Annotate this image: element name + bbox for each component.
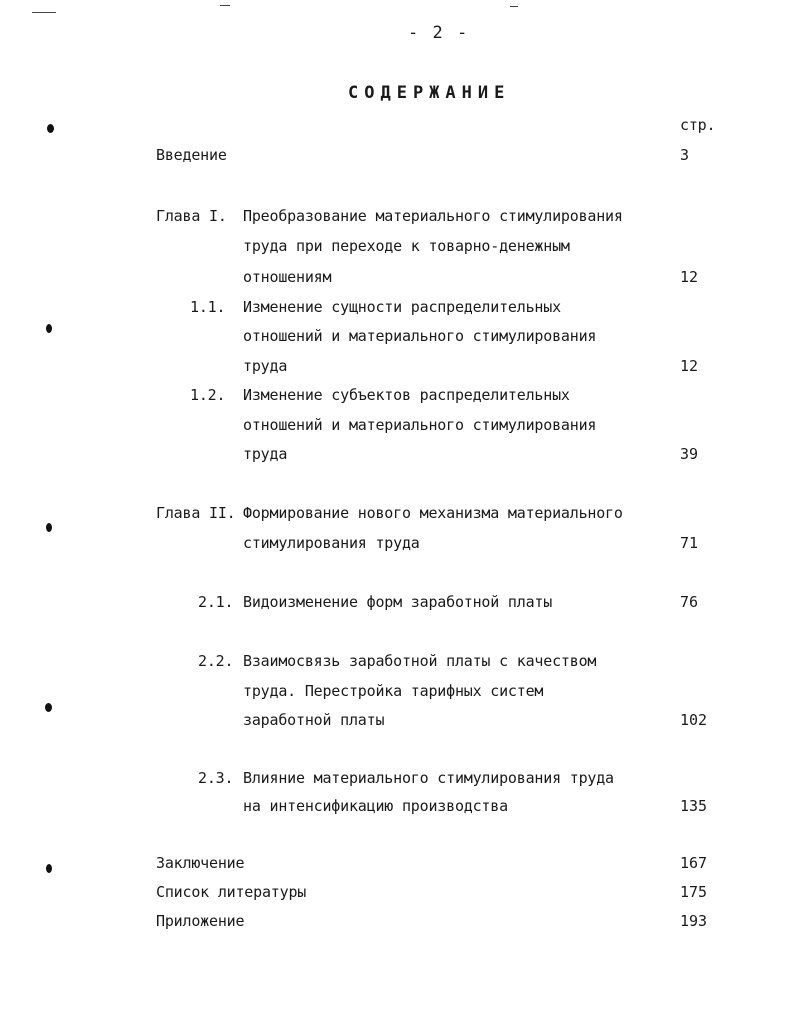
toc-chapter-2-label: Глава II.	[156, 504, 236, 522]
toc-section-1-2-line: Изменение субъектов распределительных	[243, 386, 570, 404]
toc-chapter-1-line: труда при переходе к товарно-денежным	[243, 237, 570, 255]
toc-section-1-1-line: отношений и материального стимулирования	[243, 327, 597, 345]
toc-chapter-1-page: 12	[680, 268, 699, 286]
toc-chapter-1-label: Глава I.	[156, 207, 227, 225]
toc-section-1-1-line: труда	[243, 357, 288, 375]
binder-hole-mark	[46, 523, 52, 532]
toc-entry-appendix-title: Приложение	[156, 912, 245, 930]
toc-section-1-1-line: Изменение сущности распределительных	[243, 298, 561, 316]
toc-chapter-2-line: Формирование нового механизма материального	[243, 504, 623, 522]
toc-section-2-2-line: труда. Перестройка тарифных систем	[243, 682, 544, 700]
toc-section-2-1-line: Видоизменение форм заработной платы	[243, 593, 553, 611]
toc-section-1-1-label: 1.1.	[190, 298, 226, 316]
toc-section-2-2-line: заработной платы	[243, 711, 385, 729]
page-column-label: стр.	[680, 116, 716, 134]
toc-section-1-2-label: 1.2.	[190, 386, 226, 404]
toc-section-2-1-page: 76	[680, 593, 699, 611]
toc-entry-intro-page: 3	[680, 146, 690, 164]
scan-mark	[32, 12, 56, 13]
binder-hole-mark	[45, 703, 52, 712]
toc-entry-appendix-page: 193	[680, 912, 708, 930]
toc-entry-conclusion-page: 167	[680, 854, 708, 872]
toc-section-2-3-label: 2.3.	[198, 769, 234, 787]
toc-section-2-3-line: на интенсификацию производства	[243, 797, 508, 815]
toc-section-2-3-line: Влияние материального стимулирования труда	[243, 769, 614, 787]
toc-section-1-2-line: труда	[243, 445, 288, 463]
toc-entry-literature-title: Список литературы	[156, 883, 307, 901]
binder-hole-mark	[47, 124, 54, 133]
toc-section-1-1-page: 12	[680, 357, 699, 375]
toc-section-1-2-page: 39	[680, 445, 699, 463]
toc-section-2-2-page: 102	[680, 711, 708, 729]
binder-hole-mark	[46, 324, 52, 333]
toc-section-1-2-line: отношений и материального стимулирования	[243, 416, 597, 434]
page-title: СОДЕРЖАНИЕ	[348, 83, 511, 103]
toc-chapter-1-line: отношениям	[243, 268, 332, 286]
toc-chapter-2-line: стимулирования труда	[243, 534, 420, 552]
toc-chapter-2-page: 71	[680, 534, 699, 552]
toc-entry-conclusion-title: Заключение	[156, 854, 245, 872]
toc-section-2-3-page: 135	[680, 797, 708, 815]
toc-entry-literature-page: 175	[680, 883, 708, 901]
scan-mark	[510, 6, 518, 7]
page-number: - 2 -	[408, 23, 470, 43]
scan-mark	[220, 5, 230, 6]
toc-section-2-2-line: Взаимосвязь заработной платы с качеством	[243, 652, 597, 670]
toc-chapter-1-line: Преобразование материального стимулирования	[243, 207, 623, 225]
binder-hole-mark	[46, 864, 52, 873]
toc-section-2-1-label: 2.1.	[198, 593, 234, 611]
toc-entry-intro-title: Введение	[156, 146, 227, 164]
toc-section-2-2-label: 2.2.	[198, 652, 234, 670]
